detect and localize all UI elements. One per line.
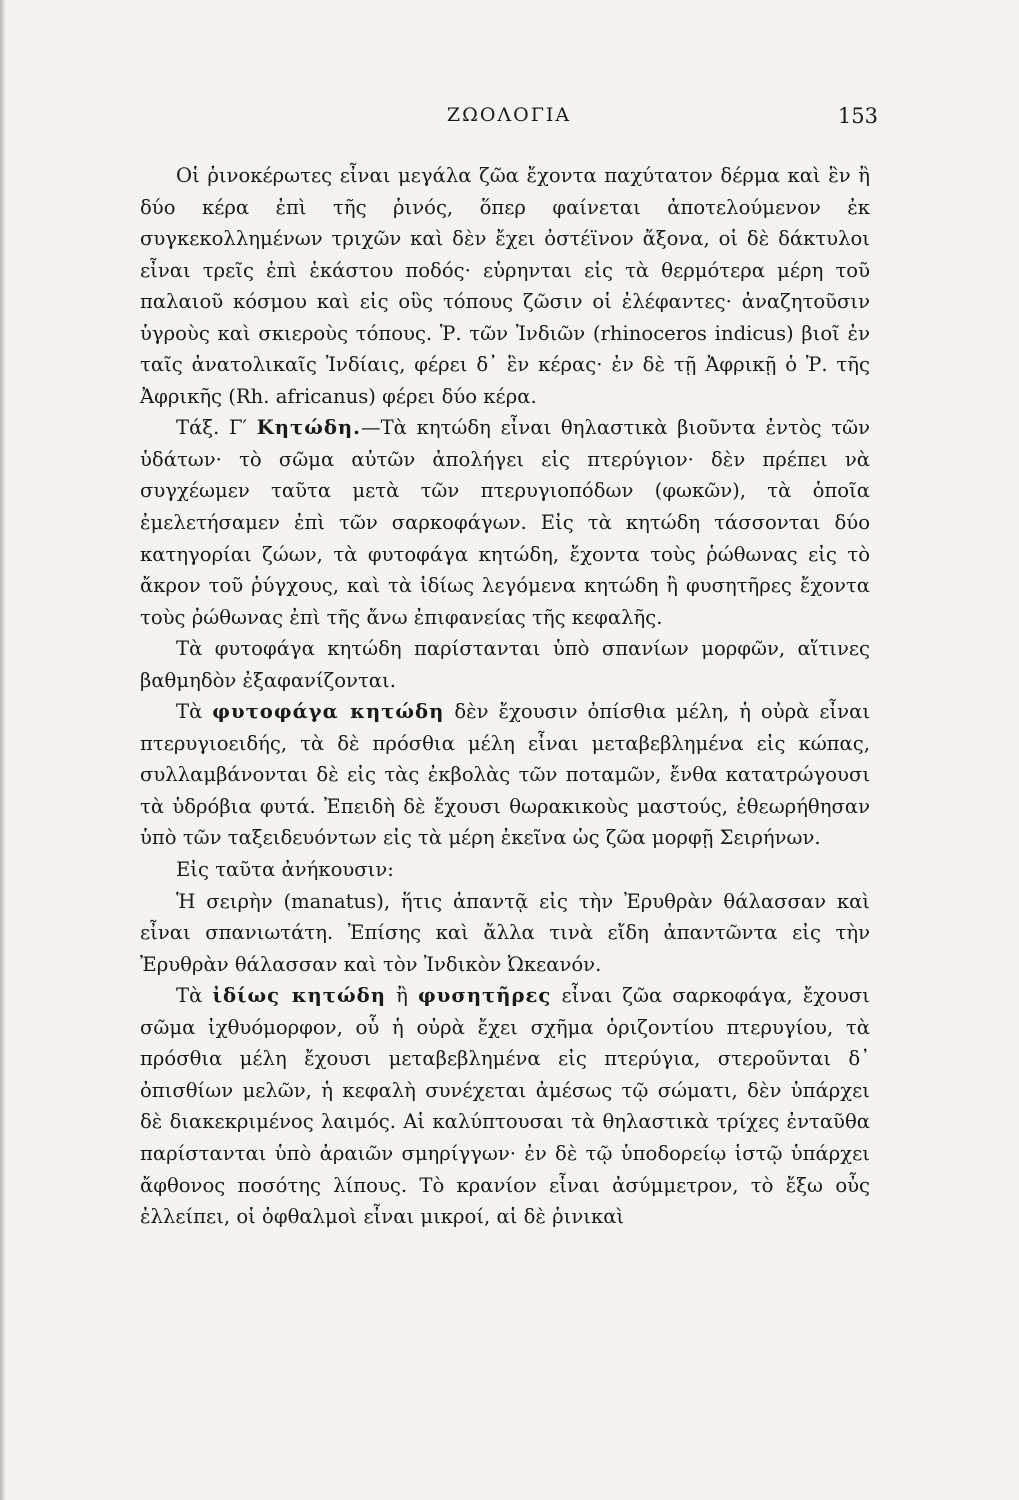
paragraph-text: Ἡ σειρὴν (manatus), ἥτις ἀπαντᾷ εἰς τὴν Ἐρυθρὰν θάλασσαν καὶ εἶναι σπανιωτάτη. Ἐπίσης καὶ ἄλλα τινὰ εἴδη ἀπαντῶντα εἰς τὴν Ἐρυθρὰν θάλασσαν καὶ τὸν Ἰνδικὸν Ὠκεανόν.: [140, 889, 870, 976]
paragraph-text: δὲν ἔχουσιν ὀπίσθια μέλη, ἡ οὐρὰ εἶναι πτερυγιοειδής, τὰ δὲ πρόσθια μέλη εἶναι μεταβεβλημένα εἰς κώπας, συλλαμβάνονται δὲ εἰς τὰς ἐκβολὰς τῶν ποταμῶν, ἔνθα κατατρώγουσι τὰ ὑδρόβια φυτά. Ἐπειδὴ δὲ ἔχουσι θωρακικοὺς μαστούς, ἐθεωρήθησαν ὑπὸ τῶν ταξειδευόντων εἰς τὰ μέρη ἐκεῖνα ὡς ζῶα μορφῇ Σειρήνων.: [140, 700, 871, 850]
page-body: [140, 160, 870, 1233]
paragraph-belong: [140, 854, 870, 886]
paragraph-text: Εἰς ταῦτα ἀνήκουσιν:: [176, 858, 394, 882]
running-title: ΖΩΟΛΟΓΙΑ: [446, 104, 572, 126]
page-number: 153: [837, 104, 878, 128]
order-label: Τάξ. Γ′: [176, 416, 248, 440]
paragraph-herbivorous-rare: [140, 633, 870, 696]
paragraph-manatus: [140, 886, 870, 981]
term-bold-2: φυσητῆρες: [418, 984, 552, 1008]
paragraph-text: Τὰ φυτοφάγα κητώδη παρίστανται ὑπὸ σπανίων μορφῶν, αἵτινες βαθμηδὸν ἐξαφανίζονται.: [140, 637, 870, 692]
term-bold: φυτοφάγα κητώδη: [212, 700, 445, 724]
paragraph-lead: Τὰ: [176, 700, 203, 724]
paragraph-connector: ἢ: [396, 984, 408, 1008]
paragraph-text: Οἱ ῥινοκέρωτες εἶναι μεγάλα ζῶα ἔχοντα παχύτατον δέρμα καὶ ἓν ἢ δύο κέρα ἐπὶ τῆς ῥινός, ὅπερ φαίνεται ἀποτελούμενον ἐκ συγκεκολλημένων τριχῶν καὶ δὲν ἔχει ὀστέϊνον ἄξονα, οἱ δὲ δάκτυλοι εἶναι τρεῖς ἐπὶ ἑκάστου ποδός· εὑρηνται εἰς τὰ θερμότερα μέρη τοῦ παλαιοῦ κόσμου καὶ εἰς οὓς τόπους ζῶσιν οἱ ἐλέφαντες· ἀναζητοῦσιν ὑγροὺς καὶ σκιεροὺς τόπους. Ῥ. τῶν Ἰνδιῶν (rhinoceros indicus) βιοῖ ἐν ταῖς ἀνατολικαῖς Ἰνδίαις, φέρει δ᾽ ἓν κέρας· ἐν δὲ τῇ Ἀφρικῇ ὁ Ῥ. τῆς Ἀφρικῆς (Rh. africanus) φέρει δύο κέρα.: [140, 164, 870, 408]
paragraph-text: εἶναι ζῶα σαρκοφάγα, ἔχουσι σῶμα ἰχθυόμορφον, οὗ ἡ οὐρὰ ἔχει σχῆμα ὁριζοντίου πτερυγίου, τὰ πρόσθια μέλη ἔχουσι μεταβεβλημένα εἰς πτερύγια, στεροῦνται δ᾽ ὀπισθίων μελῶν, ἡ κεφαλὴ συνέχεται ἀμέσως τῷ σώματι, δὲν ὑπάρχει δὲ διακεκριμένος λαιμός. Αἱ καλύπτουσαι τὰ θηλαστικὰ τρίχες ἐνταῦθα παρίστανται ὑπὸ ἀραιῶν σμηρίγγων· ἐν δὲ τῷ ὑποδορείῳ ἱστῷ ὑπάρχει ἄφθονος ποσότης λίπους. Τὸ κρανίον εἶναι ἀσύμμετρον, τὸ ἔξω οὖς ἐλλείπει, οἱ ὀφθαλμοὶ εἶναι μικροί, αἱ δὲ ῥινικαὶ: [140, 984, 870, 1229]
page-header: [140, 104, 878, 134]
page-edge-shadow: [0, 0, 6, 1500]
paragraph-lead: Τὰ: [176, 984, 203, 1008]
paragraph-text: —Τὰ κητώδη εἶναι θηλαστικὰ βιοῦντα ἐντὸς τῶν ὑδάτων· τὸ σῶμα αὐτῶν ἀπολήγει εἰς πτερύγιον· δὲν πρέπει νὰ συγχέωμεν ταῦτα μετὰ τῶν πτερυγιοπόδων (φωκῶν), τὰ ὁποῖα ἐμελετήσαμεν ἐπὶ τῶν σαρκοφάγων. Εἰς τὰ κητώδη τάσσονται δύο κατηγορίαι ζώων, τὰ φυτοφάγα κητώδη, ἔχοντα τοὺς ῥώθωνας εἰς τὸ ἄκρον τοῦ ῥύγχους, καὶ τὰ ἰδίως λεγόμενα κητώδη ἢ φυσητῆρες ἔχοντα τοὺς ῥώθωνας ἐπὶ τῆς ἄνω ἐπιφανείας τῆς κεφαλῆς.: [140, 416, 870, 629]
term-bold: ἰδίως κητώδη: [212, 984, 386, 1008]
paragraph-cetaceans-intro: [140, 412, 870, 633]
paragraph-herbivorous-cetaceans: [140, 696, 870, 854]
section-heading-bold: Κητώδη.: [256, 416, 361, 440]
paragraph-true-cetaceans: [140, 980, 870, 1232]
paragraph-rhinoceros: [140, 160, 870, 412]
